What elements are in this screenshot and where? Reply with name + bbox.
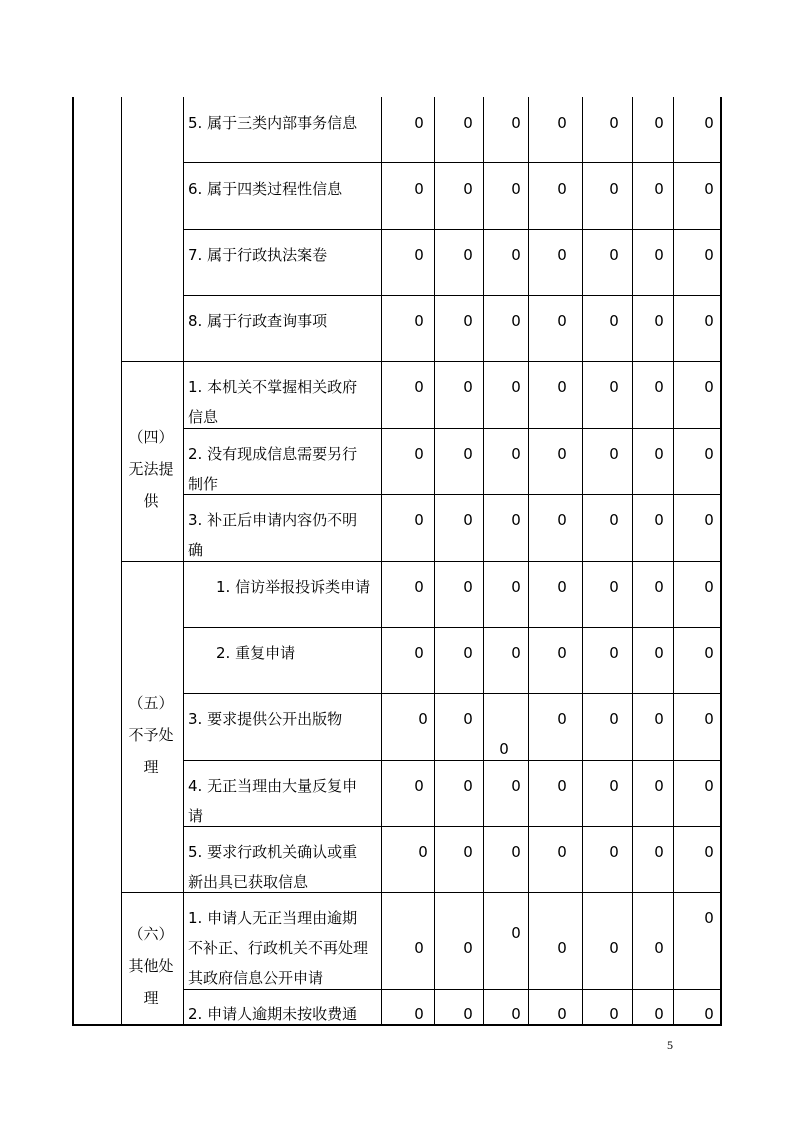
cell-value: 0	[654, 710, 664, 728]
cell-value: 0	[414, 445, 424, 463]
cell-value: 0	[654, 445, 664, 463]
cell-value: 0	[463, 445, 473, 463]
cell-value: 0	[463, 777, 473, 795]
cell-value: 0	[704, 378, 714, 396]
cell-value: 0	[511, 511, 521, 529]
page-number: 5	[667, 1038, 673, 1052]
table-border-bottom	[72, 1024, 722, 1026]
cell-value: 0	[704, 644, 714, 662]
row-divider	[183, 162, 722, 163]
group-label-five	[123, 687, 179, 783]
cell-value: 0	[511, 644, 521, 662]
row-label: 2. 申请人逾期未按收费通	[188, 1005, 358, 1023]
cell-value: 0	[557, 710, 567, 728]
cell-value: 0	[511, 843, 521, 861]
cell-value: 0	[414, 246, 424, 264]
group-six-line1: 其他处	[128, 957, 174, 975]
cell-value: 0	[463, 1005, 473, 1023]
cell-value: 0	[511, 578, 521, 596]
cell-value: 0	[654, 777, 664, 795]
cell-value: 0	[609, 939, 619, 957]
cell-value: 0	[511, 312, 521, 330]
row-label: 4. 无正当理由大量反复申	[188, 777, 358, 795]
cell-value: 0	[654, 114, 664, 132]
group-five-line1: 不予处	[128, 726, 174, 744]
row-label: 5. 要求行政机关确认或重	[188, 843, 358, 861]
row-label: 2. 没有现成信息需要另行	[188, 445, 358, 463]
cell-value: 0	[609, 114, 619, 132]
cell-value: 0	[704, 710, 714, 728]
cell-value: 0	[463, 378, 473, 396]
cell-value: 0	[414, 180, 424, 198]
cell-value: 0	[511, 180, 521, 198]
cell-value: 0	[557, 445, 567, 463]
cell-value: 0	[414, 312, 424, 330]
cell-value: 0	[609, 378, 619, 396]
cell-value: 0	[463, 246, 473, 264]
row-label: 1. 申请人无正当理由逾期	[188, 909, 358, 927]
row-divider	[183, 428, 722, 429]
cell-value: 0	[654, 246, 664, 264]
cell-value: 0	[414, 939, 424, 957]
cell-value: 0	[704, 445, 714, 463]
cell-value: 0	[463, 511, 473, 529]
group-label-four	[123, 421, 179, 517]
cell-value: 0	[557, 378, 567, 396]
cell-value: 0	[414, 777, 424, 795]
row-label: 7. 属于行政执法案卷	[188, 246, 328, 264]
cell-value: 0	[511, 1005, 521, 1023]
cell-value: 0	[414, 578, 424, 596]
cell-value: 0	[654, 578, 664, 596]
cell-value: 0	[609, 445, 619, 463]
row-label: 5. 属于三类内部事务信息	[188, 114, 358, 132]
cell-value: 0	[704, 180, 714, 198]
cell-value: 0	[704, 909, 714, 927]
cell-value: 0	[557, 180, 567, 198]
cell-value: 0	[463, 312, 473, 330]
cell-value: 0	[609, 511, 619, 529]
cell-value: 0	[414, 114, 424, 132]
row-label-continued: 新出具已获取信息	[188, 873, 309, 891]
cell-value: 0	[609, 312, 619, 330]
cell-value: 0	[414, 644, 424, 662]
row-divider	[121, 361, 722, 362]
cell-value: 0	[654, 1005, 664, 1023]
cell-value: 0	[414, 378, 424, 396]
cell-value: 0	[463, 843, 473, 861]
cell-value: 0	[557, 843, 567, 861]
cell-value: 0	[704, 246, 714, 264]
cell-value: 0	[511, 445, 521, 463]
group-six-line2: 理	[143, 989, 159, 1007]
cell-value: 0	[463, 939, 473, 957]
cell-value: 0	[557, 312, 567, 330]
cell-value: 0	[654, 939, 664, 957]
row-divider	[183, 295, 722, 296]
row-divider	[183, 229, 722, 230]
cell-value: 0	[511, 777, 521, 795]
cell-value: 0	[557, 644, 567, 662]
row-divider	[183, 760, 722, 761]
row-label: 3. 要求提供公开出版物	[188, 710, 343, 728]
cell-value: 0	[511, 114, 521, 132]
cell-value: 0	[609, 644, 619, 662]
group-four-line2: 供	[143, 492, 159, 510]
cell-value: 0	[463, 114, 473, 132]
cell-value: 0	[654, 180, 664, 198]
cell-value: 0	[654, 644, 664, 662]
cell-value: 0	[557, 114, 567, 132]
cell-value: 0	[418, 710, 428, 728]
cell-value: 0	[654, 378, 664, 396]
table-border-left	[72, 97, 74, 1025]
cell-value: 0	[463, 710, 473, 728]
cell-value: 0	[511, 246, 521, 264]
group-label-six	[123, 918, 179, 1014]
row-label: 8. 属于行政查询事项	[188, 312, 328, 330]
cell-value: 0	[557, 246, 567, 264]
cell-value: 0	[511, 924, 521, 942]
row-label-continued: 确	[188, 541, 204, 559]
row-label: 1. 信访举报投诉类申请	[216, 578, 371, 596]
row-label: 6. 属于四类过程性信息	[188, 180, 343, 198]
cell-value: 0	[609, 578, 619, 596]
row-divider	[183, 826, 722, 827]
cell-value: 0	[418, 843, 428, 861]
row-divider	[183, 627, 722, 628]
cell-value: 0	[557, 777, 567, 795]
cell-value: 0	[704, 578, 714, 596]
cell-value: 0	[511, 378, 521, 396]
row-divider	[183, 693, 722, 694]
cell-value: 0	[557, 939, 567, 957]
row-divider	[121, 561, 722, 562]
cell-value: 0	[654, 843, 664, 861]
row-label-continued: 请	[188, 807, 204, 825]
cell-value: 0	[609, 246, 619, 264]
row-label: 3. 补正后申请内容仍不明	[188, 511, 358, 529]
cell-value: 0	[704, 114, 714, 132]
cell-value: 0	[609, 180, 619, 198]
cell-value: 0	[704, 1005, 714, 1023]
group-four-line1: 无法提	[128, 460, 174, 478]
cell-value: 0	[557, 1005, 567, 1023]
row-label-continued: 不补正、行政机关不再处理	[188, 939, 369, 957]
row-label-continued: 制作	[188, 475, 219, 493]
cell-value: 0	[704, 777, 714, 795]
cell-value: 0	[654, 511, 664, 529]
cell-value: 0	[463, 180, 473, 198]
cell-value: 0	[704, 511, 714, 529]
row-label-continued: 其政府信息公开申请	[188, 969, 324, 987]
cell-value: 0	[609, 843, 619, 861]
cell-value: 0	[463, 644, 473, 662]
group-five-paren: （五）	[128, 694, 174, 712]
group-five-line2: 理	[143, 758, 159, 776]
cell-value: 0	[557, 578, 567, 596]
cell-value: 0	[414, 1005, 424, 1023]
cell-value: 0	[414, 511, 424, 529]
row-label-continued: 信息	[188, 408, 219, 426]
cell-value: 0	[499, 740, 509, 758]
row-label: 2. 重复申请	[216, 644, 296, 662]
cell-value: 0	[609, 777, 619, 795]
cell-value: 0	[609, 710, 619, 728]
cell-value: 0	[557, 511, 567, 529]
group-six-paren: （六）	[128, 925, 174, 943]
cell-value: 0	[704, 312, 714, 330]
cell-value: 0	[654, 312, 664, 330]
cell-value: 0	[704, 843, 714, 861]
row-label: 1. 本机关不掌握相关政府	[188, 378, 358, 396]
group-four-paren: （四）	[128, 428, 174, 446]
row-divider	[183, 494, 722, 495]
cell-value: 0	[463, 578, 473, 596]
cell-value: 0	[609, 1005, 619, 1023]
